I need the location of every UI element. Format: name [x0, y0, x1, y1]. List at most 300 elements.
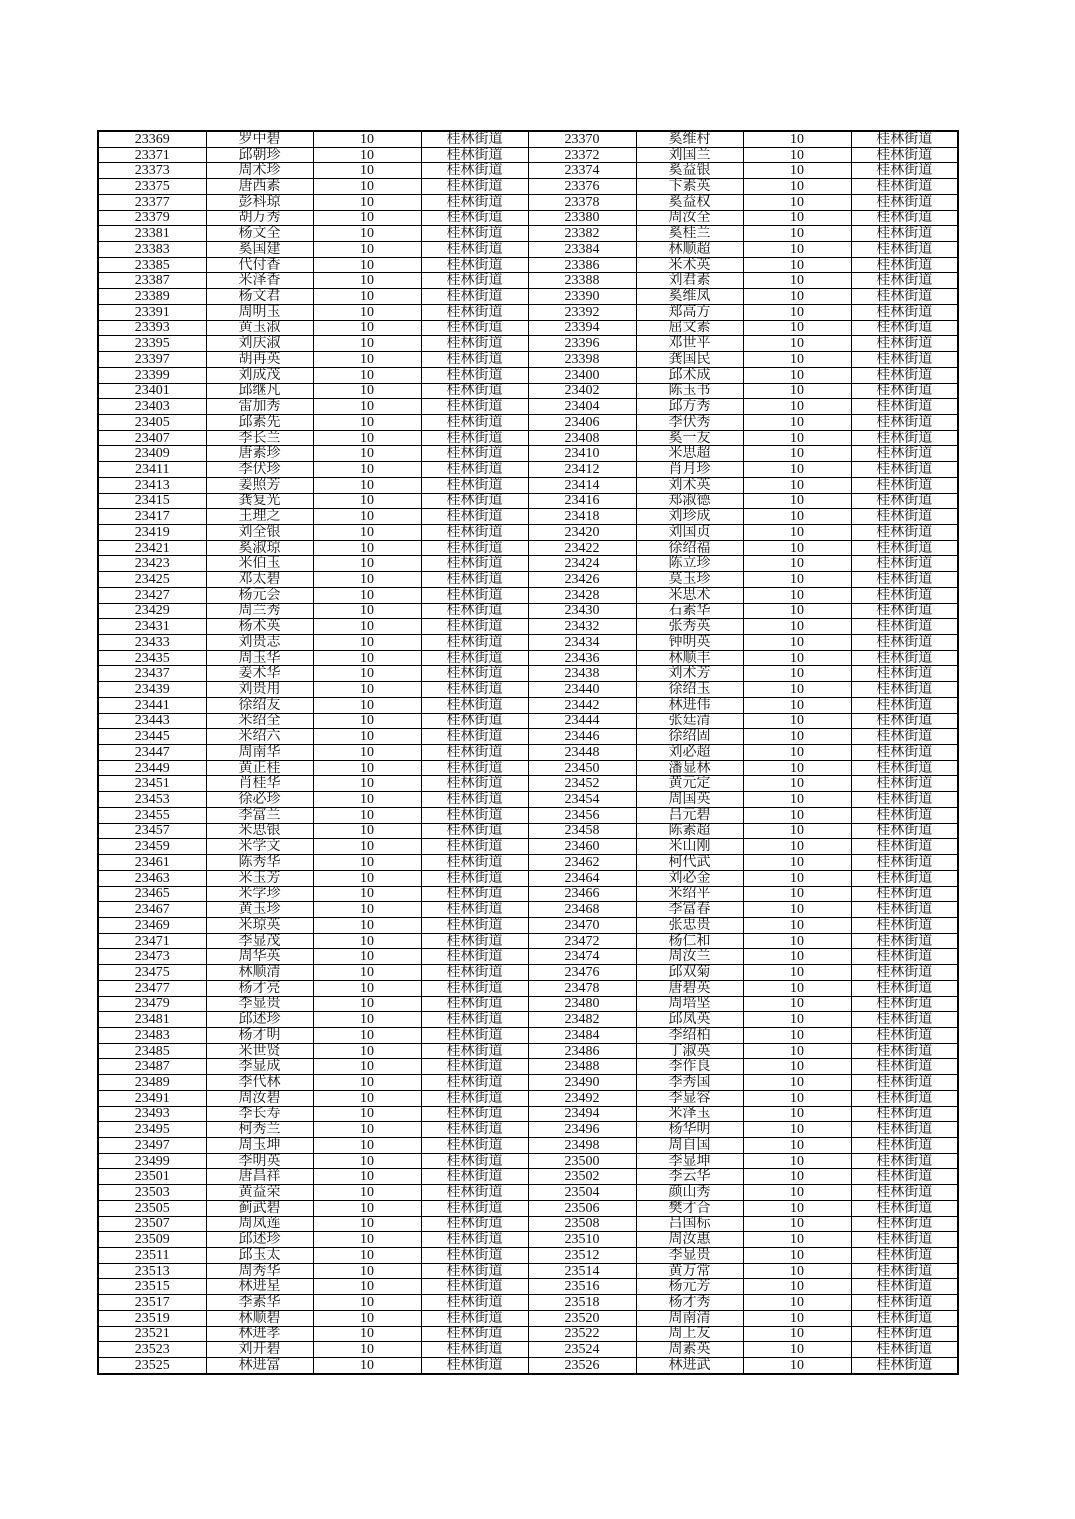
- name-cell: 李作良: [636, 1059, 743, 1075]
- place-cell: 桂林街道: [851, 477, 958, 493]
- id-cell: 23524: [528, 1342, 636, 1358]
- id-cell: 23431: [98, 619, 206, 635]
- place-cell: 桂林街道: [421, 336, 528, 352]
- count-cell: 10: [313, 194, 421, 210]
- id-cell: 23510: [528, 1232, 636, 1248]
- place-cell: 桂林街道: [851, 713, 958, 729]
- place-cell: 桂林街道: [421, 1248, 528, 1264]
- name-cell: 李明英: [206, 1153, 313, 1169]
- name-cell: 周南华: [206, 745, 313, 761]
- place-cell: 桂林街道: [851, 194, 958, 210]
- count-cell: 10: [743, 1279, 851, 1295]
- place-cell: 桂林街道: [421, 1059, 528, 1075]
- count-cell: 10: [313, 933, 421, 949]
- name-cell: 李显容: [636, 1090, 743, 1106]
- place-cell: 桂林街道: [851, 509, 958, 525]
- id-cell: 23467: [98, 902, 206, 918]
- name-cell: 胡万秀: [206, 210, 313, 226]
- id-cell: 23507: [98, 1216, 206, 1232]
- id-cell: 23496: [528, 1122, 636, 1138]
- id-cell: 23460: [528, 839, 636, 855]
- id-cell: 23449: [98, 760, 206, 776]
- id-cell: 23410: [528, 446, 636, 462]
- id-cell: 23438: [528, 666, 636, 682]
- count-cell: 10: [313, 1043, 421, 1059]
- count-cell: 10: [743, 1295, 851, 1311]
- id-cell: 23403: [98, 399, 206, 415]
- id-cell: 23478: [528, 980, 636, 996]
- place-cell: 桂林街道: [421, 1263, 528, 1279]
- name-cell: 李显坤: [636, 1153, 743, 1169]
- table-row: [98, 210, 958, 226]
- name-cell: 米绍六: [206, 729, 313, 745]
- table-row: [98, 603, 958, 619]
- count-cell: 10: [743, 855, 851, 871]
- id-cell: 23442: [528, 697, 636, 713]
- id-cell: 23479: [98, 996, 206, 1012]
- id-cell: 23398: [528, 352, 636, 368]
- place-cell: 桂林街道: [421, 477, 528, 493]
- id-cell: 23392: [528, 304, 636, 320]
- place-cell: 桂林街道: [851, 572, 958, 588]
- name-cell: 陈秀华: [206, 855, 313, 871]
- place-cell: 桂林街道: [421, 273, 528, 289]
- count-cell: 10: [743, 1169, 851, 1185]
- name-cell: 周玉华: [206, 650, 313, 666]
- table-row: [98, 1090, 958, 1106]
- count-cell: 10: [743, 996, 851, 1012]
- count-cell: 10: [743, 556, 851, 572]
- count-cell: 10: [313, 1027, 421, 1043]
- place-cell: 桂林街道: [421, 1012, 528, 1028]
- table-row: [98, 666, 958, 682]
- name-cell: 米绍平: [636, 886, 743, 902]
- id-cell: 23434: [528, 635, 636, 651]
- place-cell: 桂林街道: [851, 1059, 958, 1075]
- table-row: [98, 1295, 958, 1311]
- name-cell: 屈文素: [636, 320, 743, 336]
- place-cell: 桂林街道: [851, 383, 958, 399]
- id-cell: 23455: [98, 807, 206, 823]
- name-cell: 李显贵: [206, 996, 313, 1012]
- name-cell: 张忠贵: [636, 917, 743, 933]
- count-cell: 10: [743, 933, 851, 949]
- table-row: [98, 226, 958, 242]
- place-cell: 桂林街道: [421, 147, 528, 163]
- table-row: [98, 917, 958, 933]
- count-cell: 10: [743, 414, 851, 430]
- count-cell: 10: [743, 320, 851, 336]
- table-row: [98, 965, 958, 981]
- table-row: [98, 1216, 958, 1232]
- place-cell: 桂林街道: [851, 839, 958, 855]
- name-cell: 邱双菊: [636, 965, 743, 981]
- name-cell: 杨华明: [636, 1122, 743, 1138]
- count-cell: 10: [313, 965, 421, 981]
- id-cell: 23369: [98, 131, 206, 147]
- count-cell: 10: [313, 666, 421, 682]
- place-cell: 桂林街道: [421, 430, 528, 446]
- name-cell: 郑高方: [636, 304, 743, 320]
- id-cell: 23423: [98, 556, 206, 572]
- count-cell: 10: [313, 257, 421, 273]
- count-cell: 10: [743, 1043, 851, 1059]
- id-cell: 23446: [528, 729, 636, 745]
- table-row: [98, 682, 958, 698]
- table-row: [98, 1185, 958, 1201]
- id-cell: 23512: [528, 1248, 636, 1264]
- count-cell: 10: [743, 289, 851, 305]
- place-cell: 桂林街道: [421, 399, 528, 415]
- place-cell: 桂林街道: [851, 1232, 958, 1248]
- name-cell: 米泽玉: [636, 1106, 743, 1122]
- table-row: [98, 524, 958, 540]
- name-cell: 龚国民: [636, 352, 743, 368]
- id-cell: 23497: [98, 1138, 206, 1154]
- name-cell: 陈素超: [636, 823, 743, 839]
- place-cell: 桂林街道: [421, 226, 528, 242]
- name-cell: 刘全银: [206, 524, 313, 540]
- id-cell: 23464: [528, 870, 636, 886]
- id-cell: 23509: [98, 1232, 206, 1248]
- name-cell: 林进武: [636, 1358, 743, 1374]
- count-cell: 10: [743, 336, 851, 352]
- name-cell: 李长兰: [206, 430, 313, 446]
- id-cell: 23487: [98, 1059, 206, 1075]
- count-cell: 10: [743, 399, 851, 415]
- place-cell: 桂林街道: [421, 194, 528, 210]
- place-cell: 桂林街道: [851, 807, 958, 823]
- place-cell: 桂林街道: [421, 524, 528, 540]
- id-cell: 23401: [98, 383, 206, 399]
- place-cell: 桂林街道: [421, 933, 528, 949]
- id-cell: 23480: [528, 996, 636, 1012]
- name-cell: 李显成: [206, 1059, 313, 1075]
- count-cell: 10: [743, 1027, 851, 1043]
- count-cell: 10: [743, 1248, 851, 1264]
- name-cell: 周培坚: [636, 996, 743, 1012]
- place-cell: 桂林街道: [421, 902, 528, 918]
- place-cell: 桂林街道: [851, 980, 958, 996]
- name-cell: 邱朝珍: [206, 147, 313, 163]
- count-cell: 10: [743, 807, 851, 823]
- place-cell: 桂林街道: [851, 226, 958, 242]
- place-cell: 桂林街道: [851, 320, 958, 336]
- id-cell: 23472: [528, 933, 636, 949]
- table-row: [98, 509, 958, 525]
- id-cell: 23461: [98, 855, 206, 871]
- name-cell: 奚一友: [636, 430, 743, 446]
- table-row: [98, 336, 958, 352]
- name-cell: 黄元定: [636, 776, 743, 792]
- table-row: [98, 1059, 958, 1075]
- id-cell: 23417: [98, 509, 206, 525]
- place-cell: 桂林街道: [851, 540, 958, 556]
- count-cell: 10: [743, 1216, 851, 1232]
- count-cell: 10: [313, 807, 421, 823]
- count-cell: 10: [743, 980, 851, 996]
- name-cell: 周自国: [636, 1138, 743, 1154]
- table-row: [98, 304, 958, 320]
- place-cell: 桂林街道: [421, 1027, 528, 1043]
- place-cell: 桂林街道: [851, 556, 958, 572]
- count-cell: 10: [743, 1122, 851, 1138]
- name-cell: 奚维村: [636, 131, 743, 147]
- count-cell: 10: [743, 760, 851, 776]
- name-cell: 奚国建: [206, 242, 313, 258]
- name-cell: 周华英: [206, 949, 313, 965]
- table-row: [98, 996, 958, 1012]
- id-cell: 23445: [98, 729, 206, 745]
- name-cell: 刘成茂: [206, 367, 313, 383]
- name-cell: 刘贵用: [206, 682, 313, 698]
- id-cell: 23372: [528, 147, 636, 163]
- count-cell: 10: [743, 194, 851, 210]
- count-cell: 10: [313, 587, 421, 603]
- name-cell: 杨文全: [206, 226, 313, 242]
- name-cell: 蓟武碧: [206, 1200, 313, 1216]
- id-cell: 23411: [98, 462, 206, 478]
- count-cell: 10: [313, 1263, 421, 1279]
- place-cell: 桂林街道: [421, 870, 528, 886]
- id-cell: 23389: [98, 289, 206, 305]
- count-cell: 10: [313, 1122, 421, 1138]
- name-cell: 李显贵: [636, 1248, 743, 1264]
- count-cell: 10: [743, 666, 851, 682]
- name-cell: 李绍柏: [636, 1027, 743, 1043]
- place-cell: 桂林街道: [851, 792, 958, 808]
- name-cell: 周兰秀: [206, 603, 313, 619]
- place-cell: 桂林街道: [421, 1216, 528, 1232]
- id-cell: 23420: [528, 524, 636, 540]
- place-cell: 桂林街道: [421, 917, 528, 933]
- count-cell: 10: [313, 163, 421, 179]
- id-cell: 23506: [528, 1200, 636, 1216]
- name-cell: 刘必金: [636, 870, 743, 886]
- name-cell: 周玉坤: [206, 1138, 313, 1154]
- name-cell: 周南清: [636, 1310, 743, 1326]
- place-cell: 桂林街道: [421, 839, 528, 855]
- place-cell: 桂林街道: [421, 1232, 528, 1248]
- id-cell: 23414: [528, 477, 636, 493]
- count-cell: 10: [743, 603, 851, 619]
- place-cell: 桂林街道: [851, 760, 958, 776]
- id-cell: 23415: [98, 493, 206, 509]
- data-table: [97, 130, 959, 1375]
- id-cell: 23492: [528, 1090, 636, 1106]
- id-cell: 23390: [528, 289, 636, 305]
- id-cell: 23391: [98, 304, 206, 320]
- table-row: [98, 1358, 958, 1374]
- table-row: [98, 1012, 958, 1028]
- table-row: [98, 587, 958, 603]
- place-cell: 桂林街道: [851, 336, 958, 352]
- place-cell: 桂林街道: [421, 1043, 528, 1059]
- id-cell: 23515: [98, 1279, 206, 1295]
- id-cell: 23439: [98, 682, 206, 698]
- table-row: [98, 352, 958, 368]
- name-cell: 周国英: [636, 792, 743, 808]
- count-cell: 10: [313, 131, 421, 147]
- name-cell: 奚益权: [636, 194, 743, 210]
- count-cell: 10: [743, 304, 851, 320]
- name-cell: 林进星: [206, 1279, 313, 1295]
- count-cell: 10: [313, 179, 421, 195]
- place-cell: 桂林街道: [851, 949, 958, 965]
- id-cell: 23499: [98, 1153, 206, 1169]
- place-cell: 桂林街道: [851, 289, 958, 305]
- table-row: [98, 273, 958, 289]
- table-row: [98, 242, 958, 258]
- place-cell: 桂林街道: [851, 462, 958, 478]
- name-cell: 黄玉淑: [206, 320, 313, 336]
- place-cell: 桂林街道: [851, 697, 958, 713]
- place-cell: 桂林街道: [851, 1342, 958, 1358]
- name-cell: 唐西素: [206, 179, 313, 195]
- count-cell: 10: [313, 1059, 421, 1075]
- name-cell: 杨才明: [206, 1027, 313, 1043]
- id-cell: 23466: [528, 886, 636, 902]
- place-cell: 桂林街道: [851, 745, 958, 761]
- name-cell: 李富春: [636, 902, 743, 918]
- id-cell: 23377: [98, 194, 206, 210]
- id-cell: 23463: [98, 870, 206, 886]
- place-cell: 桂林街道: [421, 603, 528, 619]
- place-cell: 桂林街道: [851, 131, 958, 147]
- table-row: [98, 980, 958, 996]
- id-cell: 23385: [98, 257, 206, 273]
- table-body: [98, 131, 958, 1374]
- place-cell: 桂林街道: [851, 1263, 958, 1279]
- id-cell: 23413: [98, 477, 206, 493]
- table-row: [98, 650, 958, 666]
- name-cell: 米琼英: [206, 917, 313, 933]
- count-cell: 10: [313, 509, 421, 525]
- place-cell: 桂林街道: [851, 635, 958, 651]
- count-cell: 10: [313, 383, 421, 399]
- count-cell: 10: [743, 1075, 851, 1091]
- count-cell: 10: [313, 367, 421, 383]
- name-cell: 黄万常: [636, 1263, 743, 1279]
- id-cell: 23469: [98, 917, 206, 933]
- place-cell: 桂林街道: [421, 1106, 528, 1122]
- count-cell: 10: [313, 713, 421, 729]
- table-row: [98, 367, 958, 383]
- id-cell: 23458: [528, 823, 636, 839]
- id-cell: 23416: [528, 493, 636, 509]
- id-cell: 23397: [98, 352, 206, 368]
- name-cell: 奚淑琼: [206, 540, 313, 556]
- count-cell: 10: [313, 320, 421, 336]
- name-cell: 胡再英: [206, 352, 313, 368]
- count-cell: 10: [743, 352, 851, 368]
- name-cell: 樊才合: [636, 1200, 743, 1216]
- count-cell: 10: [313, 336, 421, 352]
- place-cell: 桂林街道: [421, 697, 528, 713]
- id-cell: 23419: [98, 524, 206, 540]
- place-cell: 桂林街道: [851, 729, 958, 745]
- id-cell: 23440: [528, 682, 636, 698]
- place-cell: 桂林街道: [421, 509, 528, 525]
- name-cell: 刘国兰: [636, 147, 743, 163]
- id-cell: 23519: [98, 1310, 206, 1326]
- name-cell: 林顺清: [206, 965, 313, 981]
- name-cell: 郑淑德: [636, 493, 743, 509]
- place-cell: 桂林街道: [851, 1295, 958, 1311]
- count-cell: 10: [313, 1295, 421, 1311]
- table-row: [98, 1248, 958, 1264]
- table-row: [98, 870, 958, 886]
- id-cell: 23433: [98, 635, 206, 651]
- id-cell: 23405: [98, 414, 206, 430]
- name-cell: 邱凤英: [636, 1012, 743, 1028]
- table-row: [98, 430, 958, 446]
- table-row: [98, 807, 958, 823]
- place-cell: 桂林街道: [851, 524, 958, 540]
- place-cell: 桂林街道: [421, 1153, 528, 1169]
- id-cell: 23444: [528, 713, 636, 729]
- name-cell: 李伏秀: [636, 414, 743, 430]
- table-row: [98, 572, 958, 588]
- id-cell: 23375: [98, 179, 206, 195]
- table-row: [98, 886, 958, 902]
- name-cell: 李代林: [206, 1075, 313, 1091]
- name-cell: 邓世平: [636, 336, 743, 352]
- table-row: [98, 713, 958, 729]
- id-cell: 23514: [528, 1263, 636, 1279]
- table-row: [98, 1200, 958, 1216]
- table-row: [98, 477, 958, 493]
- table-row: [98, 635, 958, 651]
- count-cell: 10: [743, 1185, 851, 1201]
- table-row: [98, 257, 958, 273]
- count-cell: 10: [743, 147, 851, 163]
- id-cell: 23516: [528, 1279, 636, 1295]
- table-row: [98, 320, 958, 336]
- place-cell: 桂林街道: [421, 556, 528, 572]
- name-cell: 唐昌祥: [206, 1169, 313, 1185]
- id-cell: 23523: [98, 1342, 206, 1358]
- name-cell: 邱方秀: [636, 399, 743, 415]
- name-cell: 杨才秀: [636, 1295, 743, 1311]
- count-cell: 10: [313, 556, 421, 572]
- id-cell: 23522: [528, 1326, 636, 1342]
- id-cell: 23471: [98, 933, 206, 949]
- place-cell: 桂林街道: [421, 572, 528, 588]
- id-cell: 23412: [528, 462, 636, 478]
- place-cell: 桂林街道: [421, 996, 528, 1012]
- place-cell: 桂林街道: [421, 1326, 528, 1342]
- place-cell: 桂林街道: [421, 1075, 528, 1091]
- count-cell: 10: [743, 226, 851, 242]
- name-cell: 黄益荣: [206, 1185, 313, 1201]
- place-cell: 桂林街道: [851, 1043, 958, 1059]
- table-row: [98, 619, 958, 635]
- name-cell: 奚维凤: [636, 289, 743, 305]
- place-cell: 桂林街道: [421, 760, 528, 776]
- id-cell: 23371: [98, 147, 206, 163]
- id-cell: 23484: [528, 1027, 636, 1043]
- id-cell: 23482: [528, 1012, 636, 1028]
- count-cell: 10: [313, 430, 421, 446]
- name-cell: 唐素珍: [206, 446, 313, 462]
- name-cell: 米玉芳: [206, 870, 313, 886]
- count-cell: 10: [313, 524, 421, 540]
- place-cell: 桂林街道: [421, 823, 528, 839]
- table-row: [98, 131, 958, 147]
- count-cell: 10: [743, 776, 851, 792]
- count-cell: 10: [743, 524, 851, 540]
